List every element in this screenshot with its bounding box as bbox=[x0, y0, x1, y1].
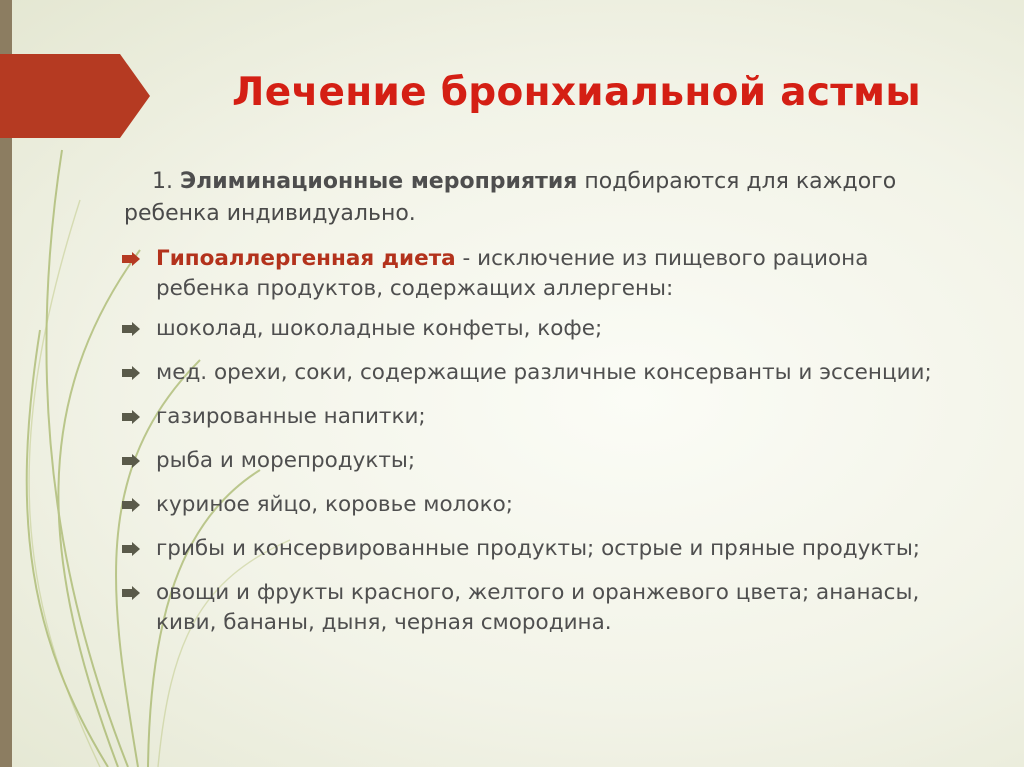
arrow-bullet-icon bbox=[122, 366, 140, 380]
bullet-text: овощи и фрукты красного, желтого и оранжевого цвета; ананасы, киви, бананы, дыня, черная смородина. bbox=[156, 580, 920, 635]
arrow-bullet-icon bbox=[122, 322, 140, 336]
bullet-strong-text: Гипоаллергенная диета bbox=[156, 246, 456, 271]
list-item bbox=[122, 490, 962, 520]
list-item bbox=[122, 244, 962, 304]
arrow-bullet-icon bbox=[122, 498, 140, 512]
bullet-text: шоколад, шоколадные конфеты, кофе; bbox=[156, 316, 603, 341]
bullet-text: грибы и консервированные продукты; острые и пряные продукты; bbox=[156, 536, 921, 561]
bullet-text: рыба и морепродукты; bbox=[156, 448, 416, 473]
arrow-bullet-icon bbox=[122, 586, 140, 600]
arrow-bullet-icon bbox=[122, 410, 140, 424]
bullet-text: - исключение из пищевого рациона ребенка продуктов, содержащих аллергены: bbox=[156, 246, 869, 301]
list-item bbox=[122, 402, 962, 432]
bullet-text: газированные напитки; bbox=[156, 404, 426, 429]
bullet-text: куриное яйцо, коровье молоко; bbox=[156, 492, 513, 517]
intro-strong-text: Элиминационные мероприятия bbox=[180, 169, 578, 194]
list-item bbox=[122, 446, 962, 476]
arrow-bullet-icon bbox=[122, 252, 140, 266]
arrow-bullet-icon bbox=[122, 542, 140, 556]
list-item bbox=[122, 358, 962, 388]
intro-rest-text: подбираются для каждого ребенка индивидуально. bbox=[124, 169, 897, 226]
bullet-text: мед. орехи, соки, содержащие различные консерванты и эссенции; bbox=[156, 360, 932, 385]
slide-title: Лечение бронхиальной астмы bbox=[232, 70, 921, 115]
list-item bbox=[122, 314, 962, 344]
intro-number: 1. bbox=[152, 169, 173, 194]
intro-paragraph bbox=[124, 166, 944, 230]
arrow-bullet-icon bbox=[122, 454, 140, 468]
list-item bbox=[122, 578, 962, 638]
bullet-list bbox=[122, 244, 962, 638]
list-item bbox=[122, 534, 962, 564]
